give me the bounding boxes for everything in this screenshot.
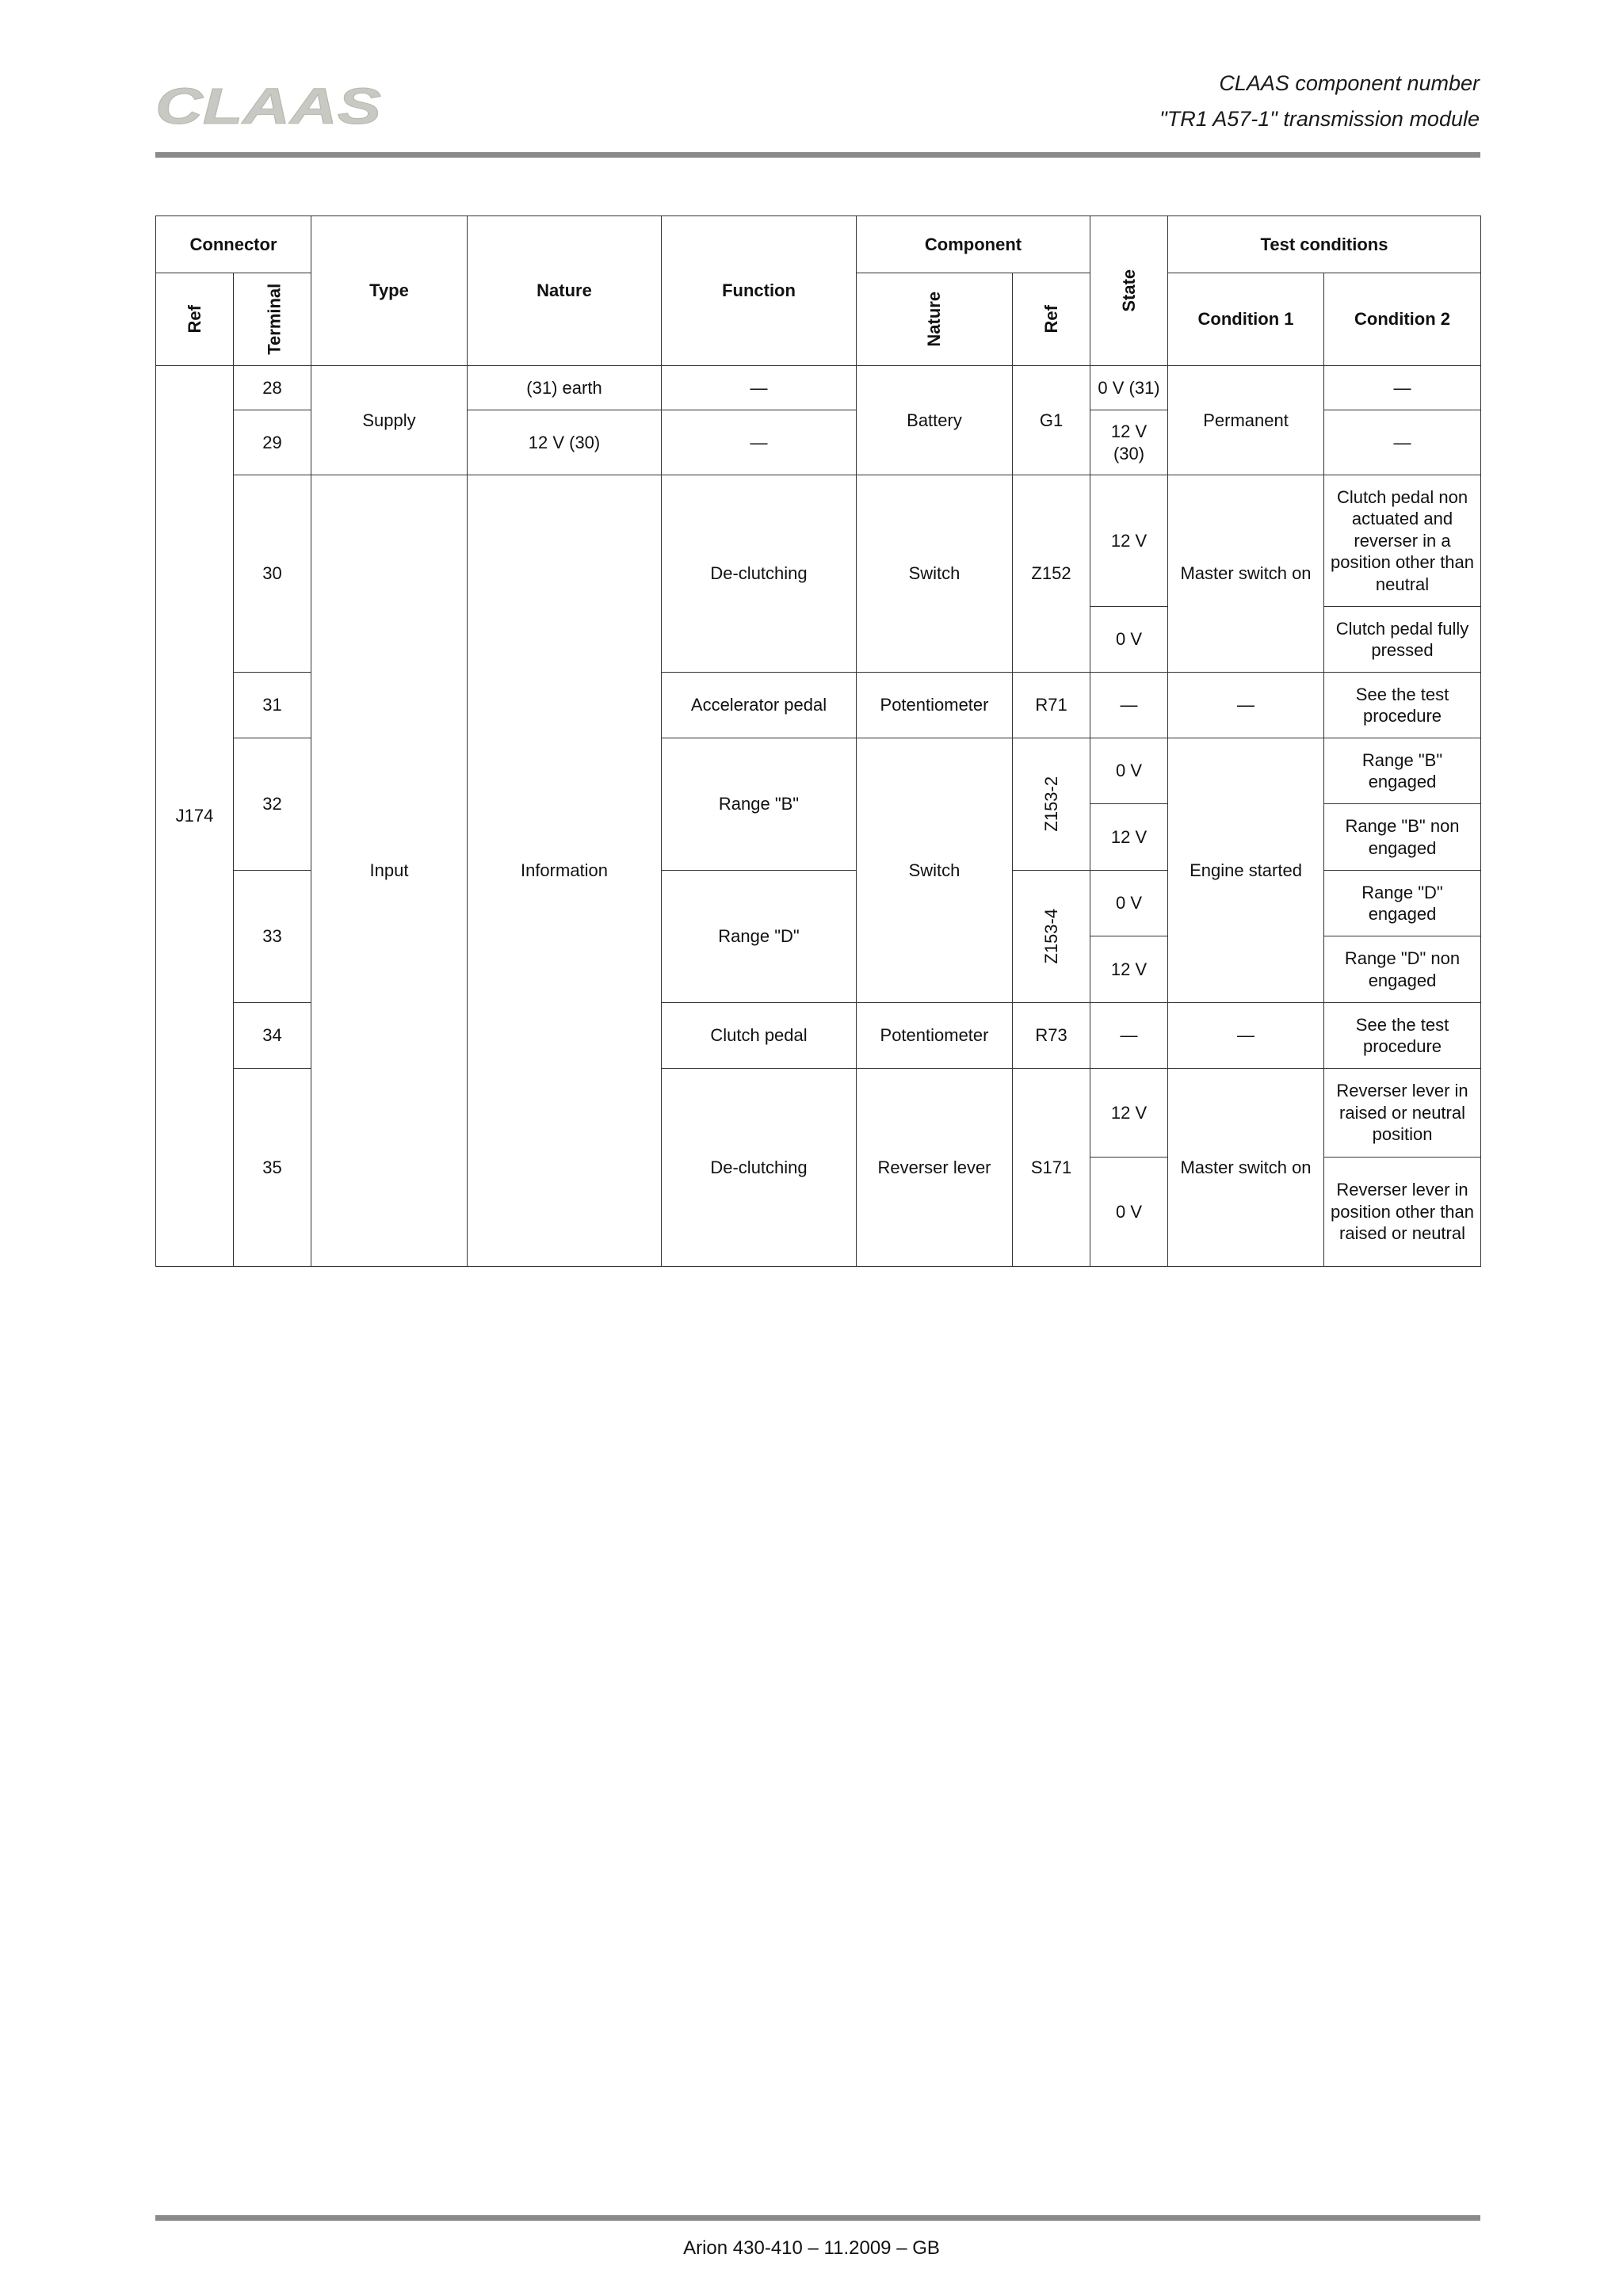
- cell-comp-ref-33: [1013, 871, 1090, 1003]
- cell-comp-ref-34: R73: [1013, 1003, 1090, 1069]
- cell-comp-nature-31: Potentiometer: [857, 673, 1013, 738]
- cell-state-33b: 12 V: [1090, 936, 1168, 1003]
- th-type: Type: [311, 216, 468, 366]
- cell-cond2-28: —: [1324, 366, 1481, 410]
- cell-comp-ref-33-label: Z153-4: [1041, 909, 1061, 964]
- cell-cond1-engine-started: Engine started: [1168, 738, 1324, 1003]
- cell-cond1-35: Master switch on: [1168, 1069, 1324, 1267]
- cell-function-35: De-clutching: [662, 1069, 857, 1267]
- th-terminal-label: Terminal: [264, 283, 285, 356]
- cell-nature-information: Information: [468, 475, 662, 1267]
- cell-cond1-31: —: [1168, 673, 1324, 738]
- cell-state-35b: 0 V: [1090, 1158, 1168, 1267]
- cell-cond2-35a: Reverser lever in raised or neutral position: [1324, 1069, 1481, 1158]
- cell-type-supply: Supply: [311, 366, 468, 475]
- cell-cond2-32b: Range "B" non engaged: [1324, 804, 1481, 871]
- th-test-conditions: Test conditions: [1168, 216, 1481, 273]
- th-state-label: State: [1118, 269, 1139, 312]
- claas-logo: [155, 82, 384, 130]
- cell-cond2-35b: Reverser lever in position other than raised or neutral: [1324, 1158, 1481, 1267]
- cell-terminal-28: 28: [234, 366, 311, 410]
- th-ref-label: Ref: [184, 305, 204, 334]
- cell-comp-nature-30: Switch: [857, 475, 1013, 673]
- cell-terminal-32: 32: [234, 738, 311, 871]
- cell-cond2-32a: Range "B" engaged: [1324, 738, 1481, 804]
- cell-comp-nature-battery: Battery: [857, 366, 1013, 475]
- cell-terminal-33: 33: [234, 871, 311, 1003]
- cell-function-30: De-clutching: [662, 475, 857, 673]
- logo-text: CLAAS: [155, 82, 382, 130]
- th-ref: [156, 273, 234, 366]
- th-function: Function: [662, 216, 857, 366]
- cell-state-31: —: [1090, 673, 1168, 738]
- th-component: Component: [857, 216, 1090, 273]
- cell-state-35a: 12 V: [1090, 1069, 1168, 1158]
- cell-comp-nature-switch: Switch: [857, 738, 1013, 1003]
- header-line-2: "TR1 A57-1" transmission module: [1159, 107, 1480, 131]
- cell-state-32b: 12 V: [1090, 804, 1168, 871]
- header-line-1: CLAAS component number: [1219, 71, 1480, 95]
- th-condition-1: Condition 1: [1168, 273, 1324, 366]
- cell-cond1-30: Master switch on: [1168, 475, 1324, 673]
- cell-state-28: 0 V (31): [1090, 366, 1168, 410]
- cell-function-32: Range "B": [662, 738, 857, 871]
- cell-function-28: —: [662, 366, 857, 410]
- th-comp-ref: [1013, 273, 1090, 366]
- th-terminal: [234, 273, 311, 366]
- th-comp-nature-label: Nature: [924, 292, 945, 347]
- cell-cond2-30b: Clutch pedal fully pressed: [1324, 607, 1481, 673]
- cell-connector-ref: J174: [156, 366, 234, 1267]
- cell-function-34: Clutch pedal: [662, 1003, 857, 1069]
- cell-comp-ref-30: Z152: [1013, 475, 1090, 673]
- th-comp-nature: [857, 273, 1013, 366]
- footer-text: Arion 430-410 – 11.2009 – GB: [683, 2237, 940, 2259]
- th-condition-2: Condition 2: [1324, 273, 1481, 366]
- footer-rule: [155, 2215, 1480, 2221]
- cell-cond1-supply: Permanent: [1168, 366, 1324, 475]
- th-connector: Connector: [156, 216, 311, 273]
- cell-cond2-33a: Range "D" engaged: [1324, 871, 1481, 936]
- cell-terminal-29: 29: [234, 410, 311, 475]
- header-rule: [155, 152, 1480, 158]
- cell-function-31: Accelerator pedal: [662, 673, 857, 738]
- cell-comp-ref-31: R71: [1013, 673, 1090, 738]
- cell-function-29: —: [662, 410, 857, 475]
- cell-cond2-29: —: [1324, 410, 1481, 475]
- cell-nature-29: 12 V (30): [468, 410, 662, 475]
- cell-comp-nature-35: Reverser lever: [857, 1069, 1013, 1267]
- cell-state-29: 12 V (30): [1090, 410, 1168, 475]
- cell-comp-ref-32: [1013, 738, 1090, 871]
- cell-comp-ref-32-label: Z153-2: [1041, 776, 1061, 832]
- cell-state-32a: 0 V: [1090, 738, 1168, 804]
- th-state: [1090, 216, 1168, 366]
- cell-state-34: —: [1090, 1003, 1168, 1069]
- cell-state-30b: 0 V: [1090, 607, 1168, 673]
- connector-table: [155, 215, 1481, 1267]
- cell-nature-28: (31) earth: [468, 366, 662, 410]
- th-nature: Nature: [468, 216, 662, 366]
- cell-cond1-34: —: [1168, 1003, 1324, 1069]
- cell-terminal-35: 35: [234, 1069, 311, 1267]
- cell-state-30a: 12 V: [1090, 475, 1168, 607]
- cell-terminal-31: 31: [234, 673, 311, 738]
- cell-cond2-33b: Range "D" non engaged: [1324, 936, 1481, 1003]
- cell-terminal-34: 34: [234, 1003, 311, 1069]
- cell-type-input: Input: [311, 475, 468, 1267]
- cell-comp-ref-35: S171: [1013, 1069, 1090, 1267]
- cell-function-33: Range "D": [662, 871, 857, 1003]
- cell-cond2-34: See the test procedure: [1324, 1003, 1481, 1069]
- cell-comp-ref-g1: G1: [1013, 366, 1090, 475]
- cell-state-33a: 0 V: [1090, 871, 1168, 936]
- cell-terminal-30: 30: [234, 475, 311, 673]
- cell-comp-nature-34: Potentiometer: [857, 1003, 1013, 1069]
- cell-cond2-30a: Clutch pedal non actuated and reverser in a position other than neutral: [1324, 475, 1481, 607]
- th-comp-ref-label: Ref: [1041, 305, 1061, 334]
- cell-cond2-31: See the test procedure: [1324, 673, 1481, 738]
